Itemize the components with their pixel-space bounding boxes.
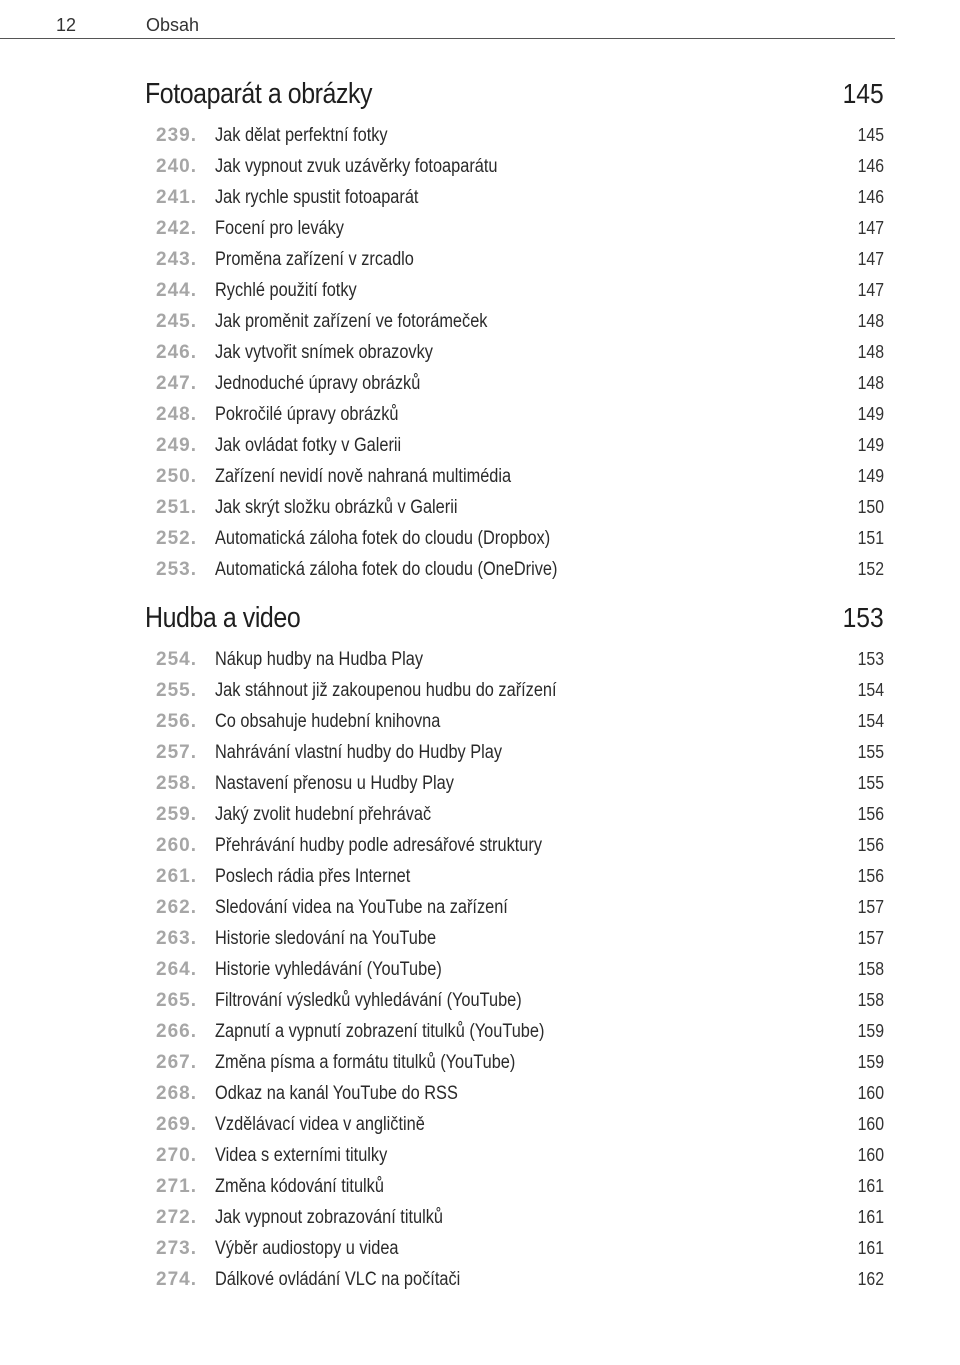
toc-entry-page-number: 152 [857,559,884,579]
toc-entry [0,399,960,430]
toc-entry-page-number: 149 [857,466,884,486]
toc-entry [0,492,960,523]
toc-entry [0,244,960,275]
toc-entry [0,368,960,399]
toc-entry-page-number: 153 [857,649,884,669]
toc-entry-page-number: 146 [857,187,884,207]
toc-entry-title: Jak proměnit zařízení ve fotorámeček [215,311,488,332]
toc-entry-page-number: 155 [857,773,884,793]
toc-entry-number: 269. [156,1114,197,1135]
toc-entry-number: 241. [156,187,197,208]
section-heading [0,78,960,120]
toc-entry-list [0,120,960,585]
toc-entry-number: 239. [156,125,197,146]
toc-entry [0,830,960,861]
toc-entry-page-number: 161 [857,1176,884,1196]
toc-entry-title: Historie vyhledávání (YouTube) [215,959,442,980]
toc-entry [0,799,960,830]
toc-entry-number: 250. [156,466,197,487]
toc-entry-title: Rychlé použití fotky [215,280,357,301]
section-title: Fotoaparát a obrázky [145,78,373,110]
toc-entry [0,461,960,492]
toc-entry-title: Automatická záloha fotek do cloudu (Dropbox) [215,528,551,549]
toc-entry-page-number: 148 [857,342,884,362]
toc-entry-title: Jak rychle spustit fotoaparát [215,187,419,208]
toc-section-camera [0,78,960,585]
toc-entry-number: 267. [156,1052,197,1073]
toc-entry-page-number: 155 [857,742,884,762]
toc-entry-page-number: 156 [857,804,884,824]
toc-entry-page-number: 162 [857,1269,884,1289]
toc-entry [0,1264,960,1295]
toc-entry-number: 251. [156,497,197,518]
toc-entry-page-number: 154 [857,711,884,731]
toc-entry [0,306,960,337]
toc-entry-number: 246. [156,342,197,363]
toc-entry-number: 240. [156,156,197,177]
toc-entry-page-number: 158 [857,990,884,1010]
toc-entry-title: Změna písma a formátu titulků (YouTube) [215,1052,516,1073]
toc-entry-page-number: 147 [857,249,884,269]
toc-entry-number: 270. [156,1145,197,1166]
toc-entry-number: 268. [156,1083,197,1104]
toc-entry [0,1078,960,1109]
toc-entry [0,675,960,706]
toc-entry-title: Odkaz na kanál YouTube do RSS [215,1083,458,1104]
toc-entry-number: 248. [156,404,197,425]
toc-entry-title: Jednoduché úpravy obrázků [215,373,421,394]
toc-entry-page-number: 160 [857,1083,884,1103]
toc-entry [0,1233,960,1264]
toc-entry-page-number: 159 [857,1021,884,1041]
toc-entry-title: Přehrávání hudby podle adresářové struktury [215,835,542,856]
toc-entry-page-number: 148 [857,311,884,331]
toc-entry [0,554,960,585]
toc-entry [0,182,960,213]
toc-entry-number: 271. [156,1176,197,1197]
toc-entry-page-number: 149 [857,435,884,455]
toc-entry-number: 254. [156,649,197,670]
toc-entry [0,430,960,461]
section-title: Hudba a video [145,602,301,634]
toc-entry-number: 255. [156,680,197,701]
running-title: Obsah [146,15,200,35]
toc-entry [0,1016,960,1047]
toc-entry [0,151,960,182]
toc-entry-number: 259. [156,804,197,825]
toc-entry-title: Jak skrýt složku obrázků v Galerii [215,497,458,518]
toc-entry-page-number: 150 [857,497,884,517]
section-heading [0,602,960,644]
toc-entry-title: Focení pro leváky [215,218,344,239]
toc-entry-page-number: 161 [857,1207,884,1227]
toc-entry [0,523,960,554]
toc-entry [0,737,960,768]
toc-entry-page-number: 161 [857,1238,884,1258]
section-page-number: 153 [842,602,884,633]
toc-entry-number: 253. [156,559,197,580]
toc-entry [0,1109,960,1140]
toc-entry-page-number: 147 [857,218,884,238]
toc-entry-number: 266. [156,1021,197,1042]
toc-entry-list [0,644,960,1295]
toc-entry-title: Proměna zařízení v zrcadlo [215,249,414,270]
toc-entry-title: Poslech rádia přes Internet [215,866,411,887]
toc-entry-page-number: 160 [857,1114,884,1134]
toc-entry-number: 243. [156,249,197,270]
toc-entry [0,892,960,923]
toc-entry [0,1140,960,1171]
toc-entry-title: Videa s externími titulky [215,1145,388,1166]
page-header [0,12,895,39]
toc-entry-page-number: 146 [857,156,884,176]
toc-entry [0,923,960,954]
toc-entry-title: Nastavení přenosu u Hudby Play [215,773,454,794]
toc-entry-page-number: 147 [857,280,884,300]
toc-entry [0,954,960,985]
toc-entry-page-number: 160 [857,1145,884,1165]
toc-entry-title: Jak dělat perfektní fotky [215,125,388,146]
toc-entry-title: Historie sledování na YouTube [215,928,437,949]
toc-entry-number: 258. [156,773,197,794]
page-number: 12 [56,15,77,35]
toc-entry-title: Jaký zvolit hudební přehrávač [215,804,432,825]
toc-entry-title: Jak vypnout zobrazování titulků [215,1207,443,1228]
toc-entry [0,120,960,151]
toc-entry-number: 247. [156,373,197,394]
toc-entry-page-number: 158 [857,959,884,979]
toc-entry-title: Jak ovládat fotky v Galerii [215,435,402,456]
toc-entry-title: Pokročilé úpravy obrázků [215,404,399,425]
toc-entry-page-number: 154 [857,680,884,700]
toc-entry-page-number: 156 [857,866,884,886]
toc-entry [0,1202,960,1233]
toc-entry [0,275,960,306]
toc-entry-title: Jak vypnout zvuk uzávěrky fotoaparátu [215,156,498,177]
toc-entry-number: 261. [156,866,197,887]
toc-entry [0,768,960,799]
toc-entry-number: 274. [156,1269,197,1290]
toc-entry-number: 260. [156,835,197,856]
section-page-number: 145 [842,78,884,109]
toc-entry [0,985,960,1016]
toc-entry [0,1047,960,1078]
toc-entry [0,1171,960,1202]
toc-entry-number: 263. [156,928,197,949]
toc-entry-title: Jak vytvořit snímek obrazovky [215,342,433,363]
toc-entry-page-number: 157 [857,897,884,917]
toc-entry-page-number: 151 [857,528,884,548]
toc-entry-page-number: 149 [857,404,884,424]
toc-entry [0,644,960,675]
toc-entry-title: Zapnutí a vypnutí zobrazení titulků (YouTube) [215,1021,545,1042]
toc-entry-number: 242. [156,218,197,239]
toc-entry-title: Zařízení nevidí nově nahraná multimédia [215,466,512,487]
toc-entry [0,337,960,368]
toc-entry-number: 257. [156,742,197,763]
toc-entry-title: Změna kódování titulků [215,1176,384,1197]
toc-entry-title: Sledování videa na YouTube na zařízení [215,897,508,918]
toc-entry-title: Automatická záloha fotek do cloudu (OneDrive) [215,559,558,580]
toc-entry-title: Nahrávání vlastní hudby do Hudby Play [215,742,503,763]
toc-entry [0,706,960,737]
toc-entry-title: Filtrování výsledků vyhledávání (YouTube) [215,990,522,1011]
toc-entry-number: 264. [156,959,197,980]
toc-entry-title: Dálkové ovládání VLC na počítači [215,1269,461,1290]
toc-entry-number: 273. [156,1238,197,1259]
toc-entry-number: 249. [156,435,197,456]
toc-entry-number: 262. [156,897,197,918]
toc-section-music-video [0,602,960,1295]
toc-entry-number: 256. [156,711,197,732]
toc-entry-title: Nákup hudby na Hudba Play [215,649,424,670]
toc-entry-page-number: 148 [857,373,884,393]
toc-entry-number: 244. [156,280,197,301]
toc-entry-page-number: 156 [857,835,884,855]
toc-entry [0,861,960,892]
toc-entry-title: Co obsahuje hudební knihovna [215,711,441,732]
toc-entry-page-number: 159 [857,1052,884,1072]
toc-entry [0,213,960,244]
toc-entry-title: Výběr audiostopy u videa [215,1238,399,1259]
toc-entry-number: 272. [156,1207,197,1228]
toc-entry-page-number: 145 [857,125,884,145]
toc-entry-number: 245. [156,311,197,332]
toc-entry-title: Vzdělávací videa v angličtině [215,1114,425,1135]
toc-entry-page-number: 157 [857,928,884,948]
toc-entry-title: Jak stáhnout již zakoupenou hudbu do zařízení [215,680,557,701]
toc-entry-number: 252. [156,528,197,549]
toc-entry-number: 265. [156,990,197,1011]
